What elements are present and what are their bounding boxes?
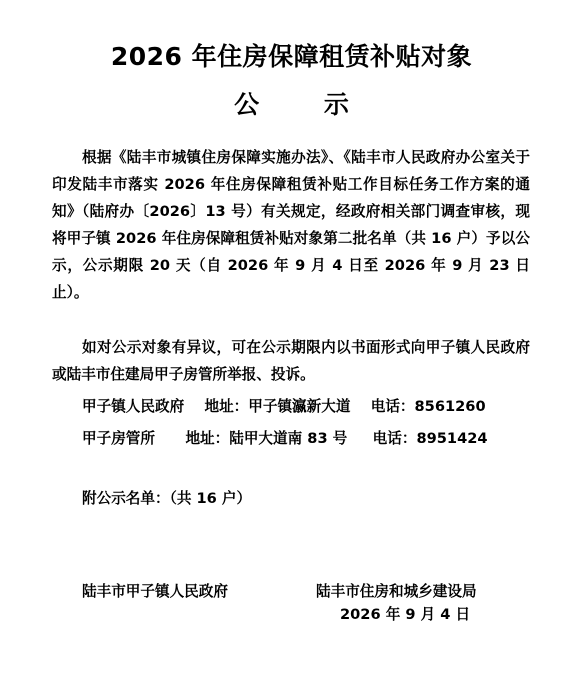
- signature-date: 2026 年 9 月 4 日: [340, 606, 471, 623]
- signature-org-bureau: 陆丰市住房和城乡建设局: [316, 583, 477, 600]
- contact-line-town-government: 甲子镇人民政府 地址：甲子镇瀛新大道 电话：8561260: [82, 398, 486, 415]
- notice-paragraph-2: 如对公示对象有异议，可在公示期限内以书面形式向甲子镇人民政府或陆丰市住建局甲子房管所举报、投诉。: [52, 339, 530, 383]
- notice-paragraph-1: 根据《陆丰市城镇住房保障实施办法》、《陆丰市人民政府办公室关于印发陆丰市落实 2026 年住房保障租赁补贴工作目标任务工作方案的通知》（陆府办〔2026〕13 号）有关规定，经政府相关部门调查审核，现将甲子镇 2026 年住房保障租赁补贴对象第二批名单（共 16 户）予以公示，公示期限 20 天（自 2026 年 9 月 4 日至 2026 年 9 月 23 日止）。: [52, 149, 530, 301]
- annex-list-note: 附公示名单：（共 16 户）: [82, 490, 252, 507]
- signature-org-town: 陆丰市甲子镇人民政府: [82, 583, 228, 600]
- contact-line-housing-office: 甲子房管所 地址：陆甲大道南 83 号 电话：8951424: [82, 430, 488, 447]
- page-subtitle: 公 示: [234, 90, 377, 119]
- page-title: 2026 年住房保障租赁补贴对象: [110, 42, 473, 71]
